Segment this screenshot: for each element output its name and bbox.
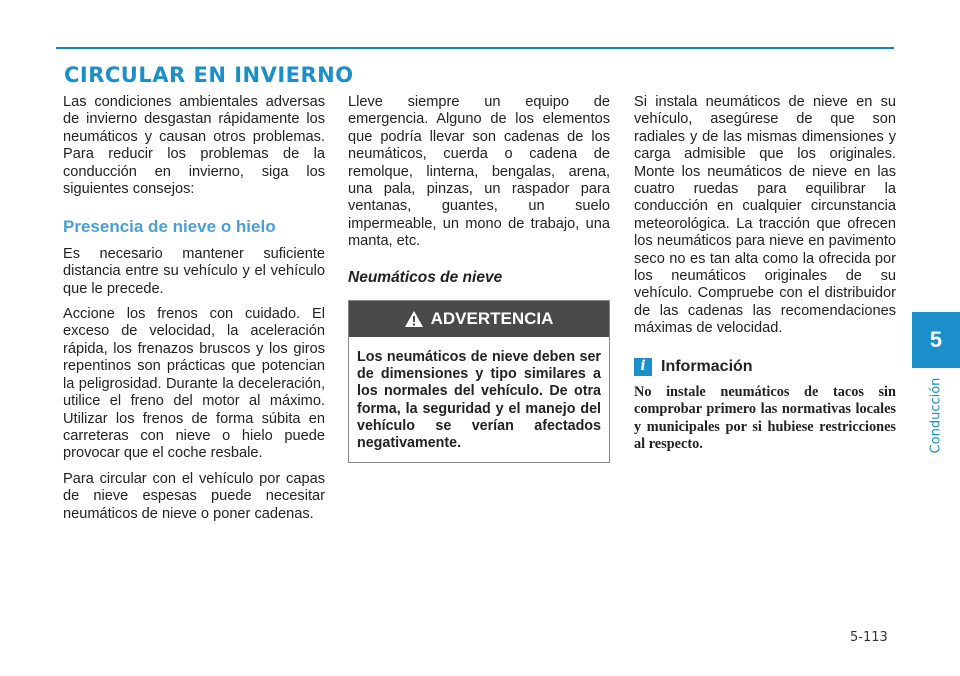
chapter-label-text: Conducción xyxy=(928,377,944,453)
intro-paragraph: Las condiciones ambientales adversas de invierno desgastan rápidamente los neumáticos y causan otros problemas. Para reducir los problemas de la conducción en invierno, siga los siguientes consejos: xyxy=(63,94,325,198)
column-3 xyxy=(634,94,896,462)
paragraph: Lleve siempre un equipo de emergencia. Alguno de los elementos que podría llevar son cadenas de los neumáticos, cuerda o cadena de remolque, linterna, bengalas, arena, una pala, pinzas, un raspador para ventanas, guantes, un suelo impermeable, un mono de trabajo, una manta, etc. xyxy=(348,94,610,250)
info-title: Información xyxy=(661,357,753,375)
warning-header xyxy=(349,301,609,337)
subheading-snow-ice: Presencia de nieve o hielo xyxy=(63,217,276,237)
warning-box xyxy=(348,300,610,463)
chapter-label xyxy=(912,375,960,455)
section-title: CIRCULAR EN INVIERNO xyxy=(64,63,354,87)
info-header xyxy=(634,358,896,376)
column-2 xyxy=(348,94,610,463)
header-rule xyxy=(56,47,894,49)
paragraph: Accione los frenos con cuidado. El exceso de velocidad, la aceleración rápida, los frenazos bruscos y los giros repentinos son prácticas que potencian la peligrosidad. Durante la deceleración, utilice el freno del motor al máximo. Utilizar los frenos de forma súbita en carreteras con nieve o hielo puede provocar que el coche resbale. xyxy=(63,306,325,462)
info-icon: i xyxy=(634,358,652,376)
chapter-tab: 5 xyxy=(912,312,960,368)
column-1 xyxy=(63,94,325,531)
warning-title: ADVERTENCIA xyxy=(430,309,554,329)
page-number: 5-113 xyxy=(850,630,888,645)
paragraph: Es necesario mantener suficiente distancia entre su vehículo y el vehículo que le precede. xyxy=(63,245,325,297)
paragraph: Para circular con el vehículo por capas de nieve espesas puede necesitar neumáticos de nieve o poner cadenas. xyxy=(63,470,325,522)
warning-text: Los neumáticos de nieve deben ser de dimensiones y tipo similares a los normales del vehículo. De otra forma, la seguridad y el manejo del vehículo se verían afectados negativamente. xyxy=(357,349,601,452)
paragraph: Si instala neumáticos de nieve en su vehículo, asegúrese de que son radiales y de las mismas dimensiones y carga admisible que los originales. Monte los neumáticos de nieve en las cuatro ruedas para equilibrar la conducción en cualquier circunstancia meteorológica. La tracción que ofrecen los neumáticos para nieve en pavimento seco no es tan alta como la ofrecida por los neumáticos originales de su vehículo. Compruebe con el distribuidor de las cadenas las recomendaciones máximas de velocidad. xyxy=(634,94,896,337)
warning-icon xyxy=(405,311,423,327)
subheading-snow-tires: Neumáticos de nieve xyxy=(348,268,503,286)
info-text: No instale neumáticos de tacos sin comprobar primero las normativas locales y municipales por si hubiese restricciones al respecto. xyxy=(634,383,896,453)
